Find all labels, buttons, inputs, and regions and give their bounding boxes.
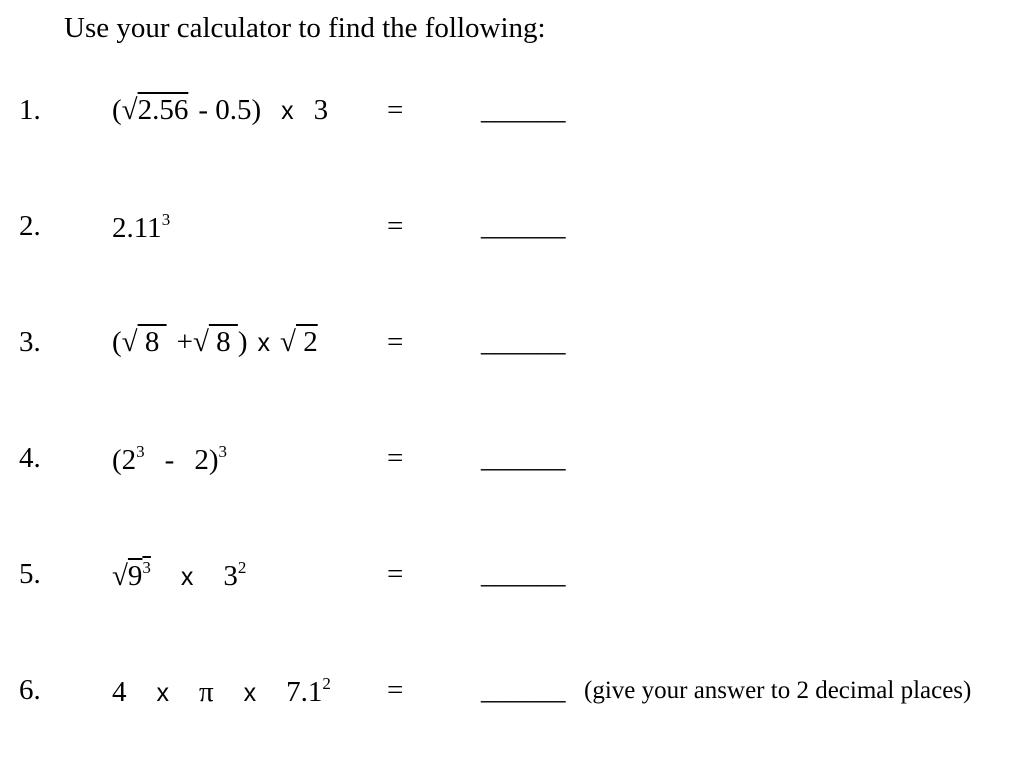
multiply-sign: x bbox=[281, 97, 294, 125]
base: 2.11 bbox=[112, 212, 162, 244]
radicand: 2 bbox=[295, 326, 318, 358]
multiply-sign: x bbox=[156, 679, 169, 707]
multiply-sign: x bbox=[180, 563, 194, 591]
question-4 bbox=[0, 442, 1024, 482]
close-paren: ) bbox=[237, 326, 248, 358]
equals-sign: = bbox=[387, 558, 404, 590]
question-expression bbox=[112, 326, 318, 359]
question-expression bbox=[112, 94, 328, 127]
question-number: 2. bbox=[19, 210, 41, 242]
base: 9 bbox=[127, 560, 143, 592]
answer-blank[interactable]: ______ bbox=[481, 210, 565, 242]
exponent: 2 bbox=[322, 674, 331, 693]
equals-sign: = bbox=[387, 94, 404, 126]
coefficient: 4 bbox=[112, 676, 127, 708]
radicand: 8 bbox=[137, 326, 167, 358]
minus-sign: - bbox=[164, 444, 175, 476]
question-expression bbox=[112, 674, 331, 709]
question-expression bbox=[112, 442, 227, 477]
pi-symbol: π bbox=[199, 676, 214, 708]
open-paren: ( bbox=[112, 94, 122, 126]
equals-sign: = bbox=[387, 210, 404, 242]
base: 7.1 bbox=[286, 676, 323, 708]
question-3 bbox=[0, 326, 1024, 366]
answer-blank[interactable]: ______ bbox=[481, 94, 565, 126]
equals-sign: = bbox=[387, 674, 404, 706]
plus-sign: + bbox=[176, 326, 193, 358]
sqrt-symbol: √ bbox=[280, 326, 296, 358]
multiply-sign: x bbox=[257, 329, 271, 357]
sqrt-symbol: √ bbox=[112, 560, 128, 592]
exponent: 3 bbox=[142, 558, 151, 577]
question-number: 5. bbox=[19, 558, 41, 590]
question-5 bbox=[0, 558, 1024, 598]
sqrt-symbol: √ bbox=[121, 94, 138, 126]
operand: 3 bbox=[313, 94, 329, 126]
answer-blank[interactable]: ______ bbox=[481, 442, 565, 474]
question-number: 1. bbox=[19, 94, 41, 126]
question-expression bbox=[112, 210, 170, 245]
question-expression bbox=[112, 558, 246, 593]
base: 3 bbox=[223, 560, 238, 592]
answer-blank[interactable]: ______ bbox=[481, 326, 565, 358]
answer-blank[interactable]: ______ bbox=[481, 558, 565, 590]
equals-sign: = bbox=[387, 326, 404, 358]
radicand: 8 bbox=[208, 326, 238, 358]
radicand bbox=[128, 560, 151, 592]
exponent: 3 bbox=[136, 442, 145, 461]
sqrt-symbol: √ bbox=[192, 326, 209, 358]
subtraction-term: - 0.5) bbox=[198, 94, 262, 126]
instruction-text: Use your calculator to find the following: bbox=[64, 12, 546, 44]
question-number: 3. bbox=[19, 326, 41, 358]
decimal-places-note: (give your answer to 2 decimal places) bbox=[584, 677, 972, 704]
question-number: 6. bbox=[19, 674, 41, 706]
open-term: (2 bbox=[112, 444, 137, 476]
question-number: 4. bbox=[19, 442, 41, 474]
radicand: 2.56 bbox=[137, 94, 189, 126]
question-6 bbox=[0, 674, 1024, 714]
exponent: 3 bbox=[161, 210, 171, 229]
equals-sign: = bbox=[387, 442, 404, 474]
answer-blank[interactable]: ______ bbox=[481, 674, 565, 706]
multiply-sign: x bbox=[243, 679, 257, 707]
sqrt-symbol: √ bbox=[121, 326, 138, 358]
question-2 bbox=[0, 210, 1024, 250]
question-1 bbox=[0, 94, 1024, 134]
exponent: 3 bbox=[218, 442, 228, 461]
open-paren: ( bbox=[112, 326, 122, 358]
exponent: 2 bbox=[237, 558, 247, 577]
close-term: 2) bbox=[194, 444, 219, 476]
